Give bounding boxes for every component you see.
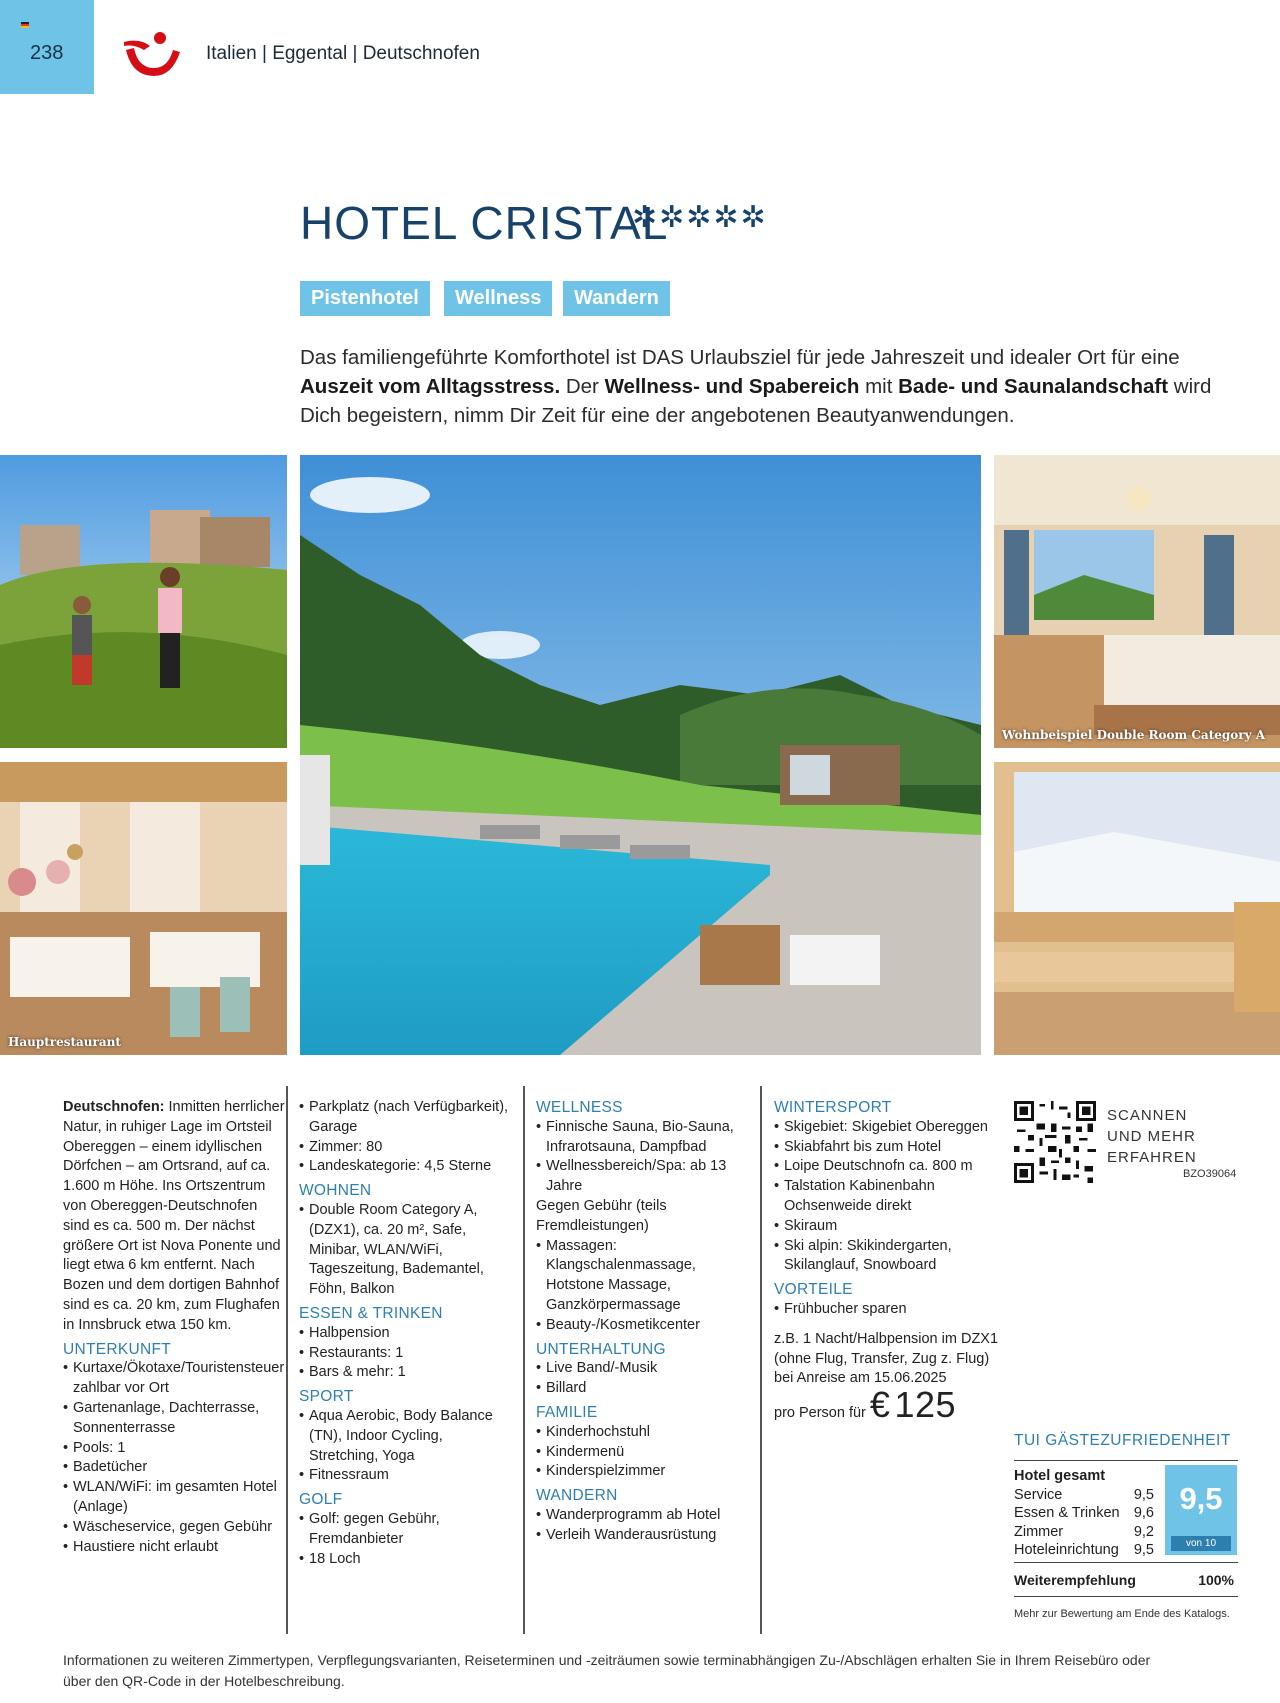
room-caption: Wohnbeispiel Double Room Category A [1002, 728, 1266, 742]
star-rating: ✲✲✲✲✲ [632, 201, 768, 234]
facilities-column [299, 1098, 514, 1569]
column-divider [523, 1086, 525, 1634]
list-sport [299, 1407, 514, 1486]
price-currency: € [869, 1384, 891, 1426]
list-item: • Zimmer: 80 [299, 1138, 514, 1158]
price-prefix: pro Person für [774, 1405, 866, 1422]
qr-code[interactable] [1014, 1101, 1096, 1183]
list-item: • Halbpension [299, 1324, 514, 1344]
list-item: • Frühbucher sparen [774, 1300, 1002, 1320]
list-item: • Golf: gegen Gebühr, Fremdanbieter [299, 1510, 514, 1550]
list-item: • Skigebiet: Skigebiet Obereggen [774, 1118, 1002, 1138]
list-wellness [536, 1118, 754, 1197]
list-item: • Badetücher [63, 1458, 285, 1478]
list-golf [299, 1510, 514, 1569]
list-item: • Skiraum [774, 1217, 1002, 1237]
list-wohnen [299, 1201, 514, 1300]
qr-scan-label: SCANNEN UND MEHR ERFAHREN [1107, 1107, 1197, 1166]
heading-essen: ESSEN & TRINKEN [299, 1304, 443, 1322]
heading-golf: GOLF [299, 1491, 343, 1509]
list-item: • WLAN/WiFi: im gesamten Hotel (Anlage) [63, 1478, 285, 1518]
list-item: • Fitnessraum [299, 1466, 514, 1486]
heading-sport: SPORT [299, 1388, 354, 1406]
wintersport-column [774, 1098, 1002, 1424]
divider-line [1014, 1596, 1238, 1597]
list-item: • Pools: 1 [63, 1439, 285, 1459]
breadcrumb: Italien | Eggental | Deutschnofen [206, 43, 480, 64]
list-item: • Talstation Kabinenbahn Ochsenweide direkt [774, 1177, 1002, 1217]
list-vorteile [774, 1300, 1002, 1320]
list-item: • Billard [536, 1379, 754, 1399]
list-essen [299, 1324, 514, 1383]
list-item: • 18 Loch [299, 1550, 514, 1570]
list-item: • Aqua Aerobic, Body Balance (TN), Indoor Cycling, Stretching, Yoga [299, 1407, 514, 1466]
page-number-tab [0, 0, 94, 94]
footer-note: Informationen zu weiteren Zimmertypen, Verpflegungsvarianten, Reiseterminen und -zeiträumen sowie terminabhängigen Zu-/Abschlägen erhalten Sie in Ihrem Reisebüro oder über den QR-Code in der Hotelbeschreibung. [63, 1652, 1151, 1689]
wellness-fee-note: Gegen Gebühr (teils Fremdleistungen) [536, 1197, 667, 1234]
heading-wohnen: WOHNEN [299, 1182, 372, 1200]
price-line [774, 1384, 1002, 1426]
wellness-column [536, 1098, 754, 1546]
list-item: • Kinderhochstuhl [536, 1423, 754, 1443]
hiking-photo [0, 455, 287, 748]
satisfaction-table [1014, 1467, 1154, 1560]
pool-photo [300, 455, 981, 1055]
hotel-title: HOTEL CRISTAL [300, 197, 669, 249]
list-item: • Ski alpin: Skikindergarten, Skilanglauf, Snowboard [774, 1237, 1002, 1277]
tui-logo [120, 30, 186, 80]
page-number: 238 [30, 42, 64, 64]
divider-line [1014, 1562, 1238, 1563]
list-item: • Bars & mehr: 1 [299, 1363, 514, 1383]
hotel-code: BZO39064 [1183, 1168, 1237, 1180]
list-familie [536, 1423, 754, 1482]
list-item: • Kinderspielzimmer [536, 1462, 754, 1482]
price-example: z.B. 1 Nacht/Halbpension im DZX1 (ohne Flug, Transfer, Zug z. Flug) bei Anreise am 15.06.2025 [774, 1330, 999, 1387]
list-item: • Restaurants: 1 [299, 1344, 514, 1364]
heading-wellness: WELLNESS [536, 1099, 623, 1116]
satisfaction-scale: von 10 [1171, 1536, 1231, 1551]
recommendation-row: Weiterempfehlung 100% [1014, 1572, 1234, 1588]
room-photo [994, 455, 1280, 748]
heading-unterkunft: UNTERKUNFT [63, 1340, 172, 1358]
restaurant-photo [0, 762, 287, 1055]
list-wintersport [774, 1118, 1002, 1276]
list-item: • Double Room Category A, (DZX1), ca. 20 m², Safe, Minibar, WLAN/WiFi, Tageszeitung, Bademantel, Föhn, Balkon [299, 1201, 514, 1300]
list-general [299, 1098, 514, 1177]
rating-note: Mehr zur Bewertung am Ende des Katalogs. [1014, 1608, 1230, 1620]
satisfaction-title: TUI GÄSTEZUFRIEDENHEIT [1014, 1432, 1231, 1449]
satisfaction-score: 9,5 [1179, 1481, 1223, 1516]
sauna-photo [994, 762, 1280, 1055]
list-item: • Loipe Deutschnofn ca. 800 m [774, 1157, 1002, 1177]
list-item: • Verleih Wanderausrüstung [536, 1526, 754, 1546]
divider-line [1014, 1460, 1238, 1461]
list-item: • Wäscheservice, gegen Gebühr [63, 1518, 285, 1538]
list-item: • Kurtaxe/Ökotaxe/Touristensteuer zahlbar vor Ort [63, 1359, 285, 1399]
heading-familie: FAMILIE [536, 1403, 598, 1421]
list-wellness-paid [536, 1237, 754, 1336]
intro-text: Das familiengeführte Komforthotel ist DAS Urlaubsziel für jede Jahreszeit und idealer Ort für eine Auszeit vom Alltagsstress. Der Wellness- und Spabereich mit Bade- und Saunalandschaft wird Dich begeistern, nimm Dir Zeit für eine der angebotenen Beautyanwendungen. [300, 346, 1212, 427]
satisfaction-row: Hoteleinrichtung 9,5 [1014, 1542, 1154, 1558]
list-item: • Wellnessbereich/Spa: ab 13 Jahre [536, 1157, 754, 1197]
list-item: • Landeskategorie: 4,5 Sterne [299, 1157, 514, 1177]
tag-wellness: Wellness [444, 281, 552, 316]
tag-pistenhotel: Pistenhotel [300, 281, 430, 316]
list-item: • Finnische Sauna, Bio-Sauna, Infrarotsauna, Dampfbad [536, 1118, 754, 1158]
list-item: • Gartenanlage, Dachterrasse, Sonnenterrasse [63, 1399, 285, 1439]
heading-unterhaltung: UNTERHALTUNG [536, 1340, 666, 1358]
location-column [63, 1098, 285, 1557]
heading-wandern: WANDERN [536, 1487, 618, 1505]
heading-wintersport: WINTERSPORT [774, 1099, 892, 1116]
list-item: • Haustiere nicht erlaubt [63, 1538, 285, 1558]
list-wandern [536, 1506, 754, 1546]
satisfaction-row: Essen & Trinken 9,6 [1014, 1505, 1154, 1521]
list-item: • Beauty-/Kosmetikcenter [536, 1316, 754, 1336]
restaurant-caption: Hauptrestaurant [8, 1035, 121, 1049]
satisfaction-row: Zimmer 9,2 [1014, 1523, 1154, 1540]
tag-wandern: Wandern [563, 281, 670, 316]
satisfaction-overall: Hotel gesamt [1014, 1468, 1106, 1484]
price-value: 125 [894, 1384, 957, 1426]
list-item: • Skiabfahrt bis zum Hotel [774, 1138, 1002, 1158]
satisfaction-row: Service 9,5 [1014, 1486, 1154, 1503]
list-item: • Wanderprogramm ab Hotel [536, 1506, 754, 1526]
column-divider [286, 1086, 288, 1634]
list-item: • Live Band/-Musik [536, 1359, 754, 1379]
list-item: • Massagen: Klangschalenmassage, Hotstone Massage, Ganzkörpermassage [536, 1237, 754, 1316]
heading-vorteile: VORTEILE [774, 1281, 853, 1299]
list-unterkunft [63, 1359, 285, 1557]
list-item: • Parkplatz (nach Verfügbarkeit), Garage [299, 1098, 514, 1138]
list-item: • Kindermenü [536, 1443, 754, 1463]
list-unterhaltung [536, 1359, 754, 1399]
satisfaction-score-badge [1165, 1465, 1237, 1555]
column-divider [760, 1086, 762, 1634]
location-description: Deutschnofen: Inmitten herrlicher Natur, in ruhiger Lage im Ortsteil Obereggen – einem idyllischen Dörfchen – am Ortsrand, auf ca. 1.600 m Höhe. Ins Ortszentrum von Obereggen-Deutschnofen sind es ca. 500 m. Der nächst größere Ort ist Nova Ponente und liegt etwa 6 km entfernt. Nach Bozen und dem dortigen Bahnhof sind es ca. 20 km, zum Flughafen in Innsbruck etwa 150 km. [63, 1099, 285, 1333]
flag-icon [21, 22, 29, 28]
